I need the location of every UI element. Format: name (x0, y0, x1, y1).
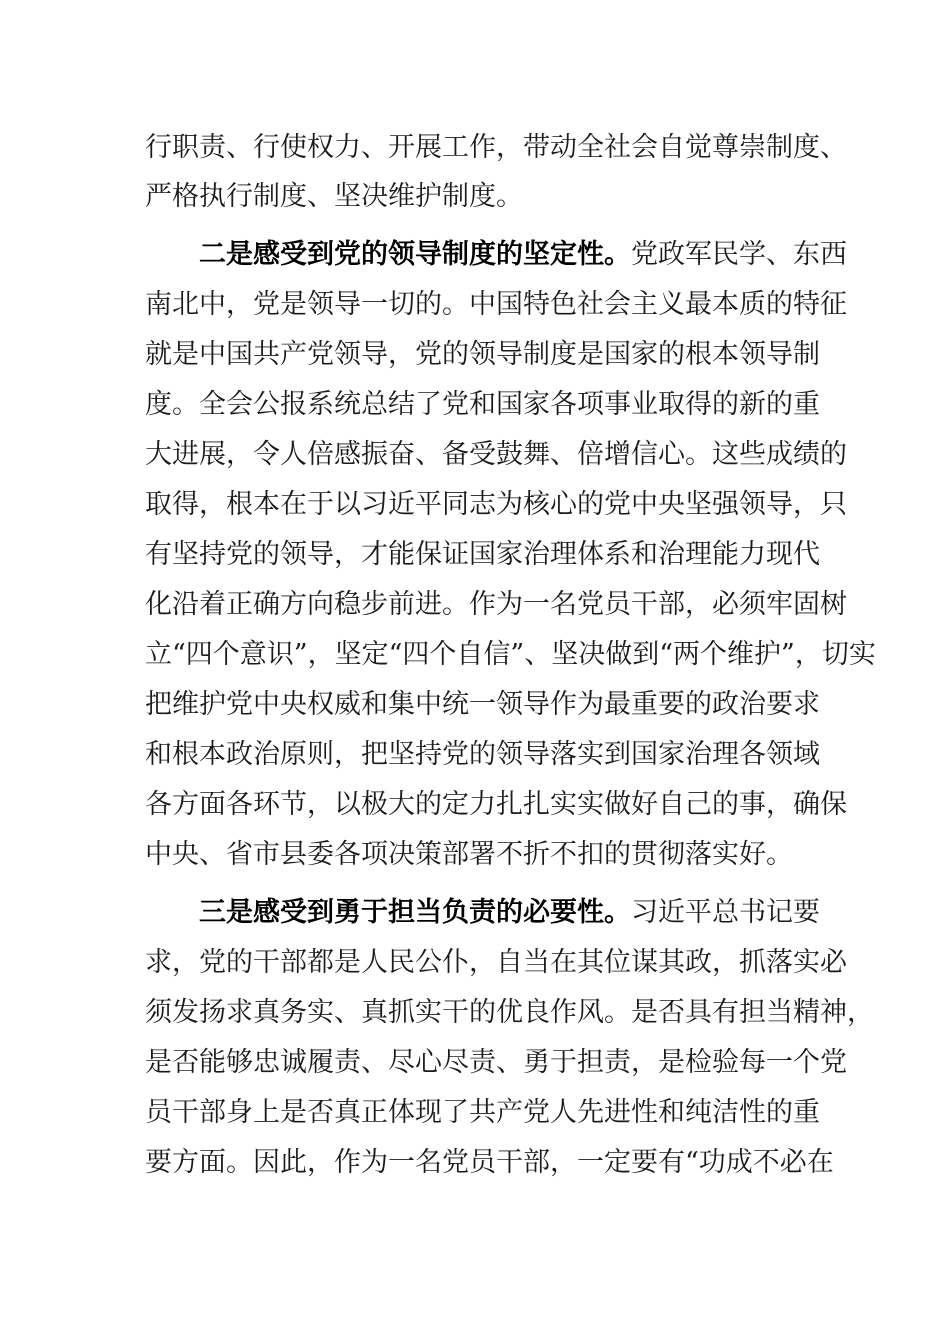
paragraph-2-line: 化沿着正确方向稳步前进。作为一名党员干部，必须牢固树 (145, 589, 847, 620)
paragraph-2-line: 大进展，令人倍感振奋、备受鼓舞、倍增信心。这些成绩的 (145, 439, 847, 470)
paragraph-2-line: 立“四个意识”，坚定“四个自信”、坚决做到“两个维护”，切实 (145, 639, 876, 670)
paragraph-2-heading: 二是感受到党的领导制度的坚定性。 (199, 239, 631, 270)
paragraph-2-line: 取得，根本在于以习近平同志为核心的党中央坚强领导，只 (145, 489, 847, 520)
paragraph-2-line: 和根本政治原则，把坚持党的领导落实到国家治理各领域 (145, 739, 820, 770)
paragraph-3-first-rest: 习近平总书记要 (631, 897, 820, 928)
paragraph-3-line: 须发扬求真务实、真抓实干的优良作风。是否具有担当精神， (145, 997, 874, 1028)
paragraph-3-line: 是否能够忠诚履责、尽心尽责、勇于担责，是检验每一个党 (145, 1047, 847, 1078)
paragraph-2-line: 南北中，党是领导一切的。中国特色社会主义最本质的特征 (145, 289, 847, 320)
paragraph-2-line: 各方面各环节，以极大的定力扎扎实实做好自己的事，确保 (145, 789, 847, 820)
paragraph-3-line: 求，党的干部都是人民公仆，自当在其位谋其政，抓落实必 (145, 947, 847, 978)
paragraph-2-first-line (199, 236, 847, 274)
paragraph-3-line: 要方面。因此，作为一名党员干部，一定要有“功成不必在 (145, 1147, 834, 1178)
paragraph-2-first-rest: 党政军民学、东西 (631, 239, 847, 270)
paragraph-2-line: 就是中国共产党领导，党的领导制度是国家的根本领导制 (145, 339, 820, 370)
paragraph-3-heading: 三是感受到勇于担当负责的必要性。 (199, 897, 631, 928)
paragraph-2-line: 中央、省市县委各项决策部署不折不扣的贯彻落实好。 (145, 839, 793, 870)
paragraph-3-line: 员干部身上是否真正体现了共产党人先进性和纯洁性的重 (145, 1097, 820, 1128)
paragraph-1-line-2: 严格执行制度、坚决维护制度。 (145, 181, 523, 212)
paragraph-1-line-1: 行职责、行使权力、开展工作，带动全社会自觉尊崇制度、 (145, 132, 847, 163)
paragraph-2-line: 有坚持党的领导，才能保证国家治理体系和治理能力现代 (145, 539, 820, 570)
paragraph-3-first-line (199, 894, 820, 932)
paragraph-2-line: 把维护党中央权威和集中统一领导作为最重要的政治要求 (145, 689, 820, 720)
paragraph-2-line: 度。全会公报系统总结了党和国家各项事业取得的新的重 (145, 389, 820, 420)
